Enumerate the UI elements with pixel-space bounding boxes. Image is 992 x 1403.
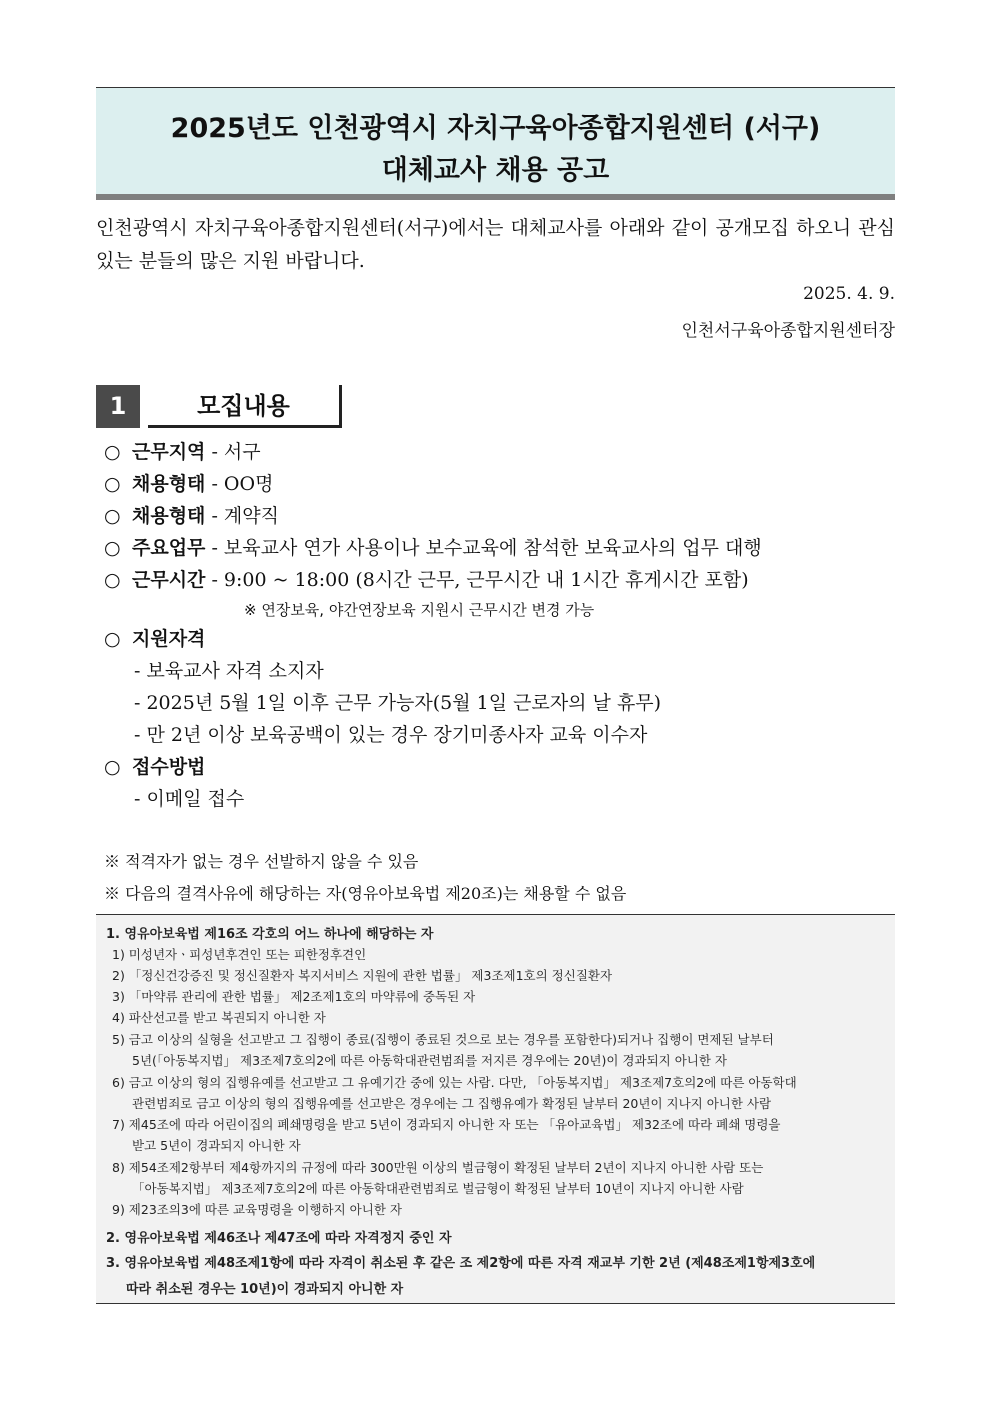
item-headcount: ○ 채용형태 - OO명 (104, 473, 274, 495)
box-item: 9) 제23조의3에 따른 교육명령을 이행하지 아니한 자 (112, 1202, 402, 1217)
disqualification-box (96, 914, 895, 1304)
box-item: 5) 금고 이상의 실형을 선고받고 그 집행이 종료(집행이 종료된 것으로 보는 경우를 포함한다)되거나 집행이 면제된 날부터 (112, 1032, 774, 1047)
box-item-cont: 「아동복지법」 제3조제7호의2에 따른 아동학대관련범죄로 벌금형이 확정된 날부터 10년이 지나지 아니한 사람 (132, 1181, 744, 1196)
box-item: 2) 「정신건강증진 및 정신질환자 복지서비스 지원에 관한 법률」 제3조제1호의 정신질환자 (112, 968, 613, 983)
qualification-item: - 보육교사 자격 소지자 (134, 660, 324, 682)
box-item: 1) 미성년자ㆍ피성년후견인 또는 피한정후견인 (112, 947, 367, 962)
item-qualification: ○ 지원자격 (104, 628, 206, 650)
page-title: 2025년도 인천광역시 자치구육아종합지원센터 (서구) (170, 113, 821, 144)
box-heading: 1. 영유아보육법 제16조 각호의 어느 하나에 해당하는 자 (106, 927, 434, 942)
item-apply-method: ○ 접수방법 (104, 756, 206, 778)
box-heading: 3. 영유아보육법 제48조제1항에 따라 자격이 취소된 후 같은 조 제2항에 따른 자격 재교부 기한 2년 (제48조제1항제3호에 (106, 1256, 816, 1271)
title-box (96, 87, 895, 200)
box-item: 6) 금고 이상의 형의 집행유예를 선고받고 그 유예기간 중에 있는 사람. 다만, 「아동복지법」 제3조제7호의2에 따른 아동학대 (112, 1075, 797, 1090)
hours-note: ※ 연장보육, 야간연장보육 지원시 근무시간 변경 가능 (244, 601, 595, 619)
box-heading: 2. 영유아보육법 제46조나 제47조에 따라 자격정지 중인 자 (106, 1231, 452, 1246)
box-item: 4) 파산선고를 받고 복권되지 아니한 자 (112, 1010, 326, 1025)
box-item-cont: 받고 5년이 경과되지 아니한 자 (132, 1138, 301, 1153)
box-item: 8) 제54조제2항부터 제4항까지의 규정에 따라 300만원 이상의 벌금형이 확정된 날부터 2년이 지나지 아니한 사람 또는 (112, 1160, 764, 1175)
intro-text: 인천광역시 자치구육아종합지원센터(서구)에서는 대체교사를 아래와 같이 공개모집 하오니 관심 있는 분들의 많은 지원 바랍니다. (96, 217, 895, 272)
notice-date: 2025. 4. 9. (803, 284, 895, 304)
item-location: ○ 근무지역 - 서구 (104, 441, 261, 463)
box-item-cont: 관련범죄로 금고 이상의 형의 집행유예를 선고받은 경우에는 그 집행유예가 확정된 날부터 20년이 지나지 아니한 사람 (132, 1096, 772, 1111)
box-item-cont: 5년(「아동복지법」 제3조제7호의2에 따른 아동학대관련범죄를 저지른 경우에는 20년)이 경과되지 아니한 자 (132, 1053, 727, 1068)
item-hours: ○ 근무시간 - 9:00 ~ 18:00 (8시간 근무, 근무시간 내 1시간 휴게시간 포함) (104, 569, 749, 591)
warning-note: ※ 다음의 결격사유에 해당하는 자(영유아보육법 제20조)는 채용할 수 없음 (104, 884, 627, 903)
section-title: 모집내용 (148, 385, 342, 428)
page-subtitle: 대체교사 채용 공고 (381, 155, 610, 186)
apply-method-item: - 이메일 접수 (134, 788, 245, 810)
box-heading-cont: 따라 취소된 경우는 10년)이 경과되지 아니한 자 (126, 1282, 404, 1297)
box-item: 7) 제45조에 따라 어린이집의 폐쇄명령을 받고 5년이 경과되지 아니한 자 또는 「유아교육법」 제32조에 따라 폐쇄 명령을 (112, 1117, 781, 1132)
warning-note: ※ 적격자가 없는 경우 선발하지 않을 수 있음 (104, 852, 419, 871)
item-duties: ○ 주요업무 - 보육교사 연가 사용이나 보수교육에 참석한 보육교사의 업무 대행 (104, 537, 762, 559)
qualification-item: - 2025년 5월 1일 이후 근무 가능자(5월 1일 근로자의 날 휴무) (134, 692, 662, 714)
section-number: 1 (96, 385, 140, 428)
item-employment-type: ○ 채용형태 - 계약직 (104, 505, 279, 527)
issuer: 인천서구육아종합지원센터장 (681, 321, 895, 341)
qualification-item: - 만 2년 이상 보육공백이 있는 경우 장기미종사자 교육 이수자 (134, 724, 648, 746)
box-item: 3) 「마약류 관리에 관한 법률」 제2조제1호의 마약류에 중독된 자 (112, 989, 476, 1004)
